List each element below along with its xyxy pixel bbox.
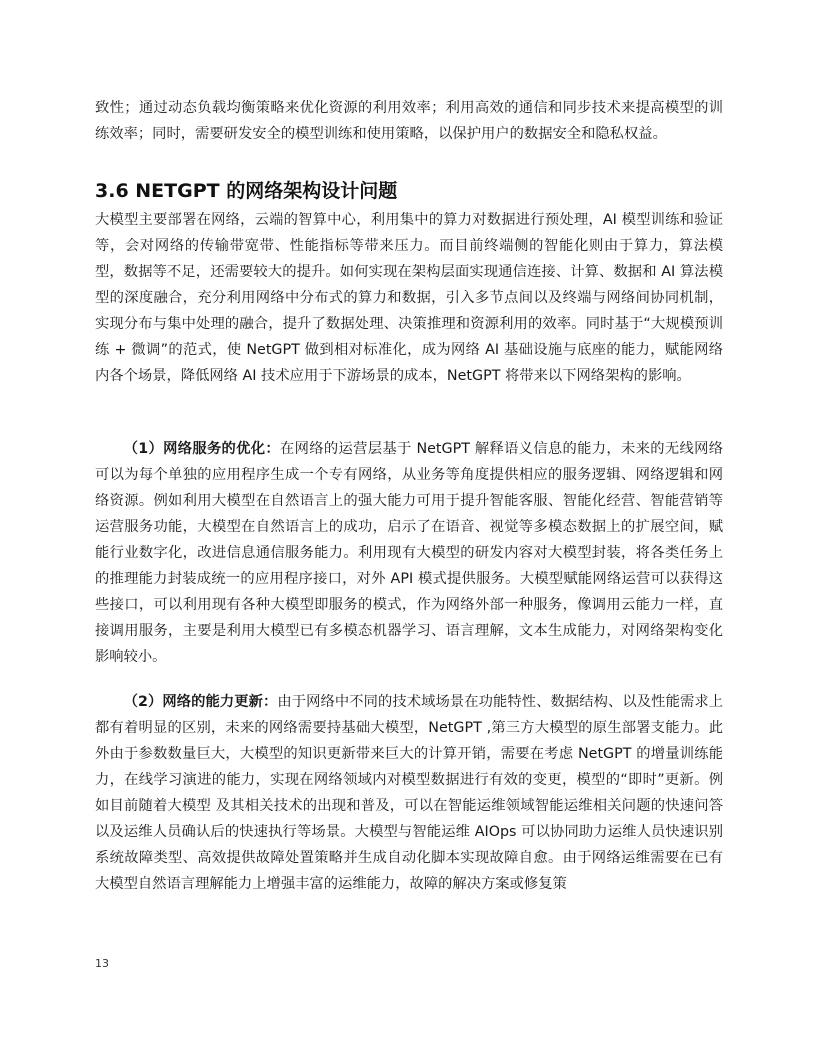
paragraph-continuation: 致性；通过动态负载均衡策略来优化资源的利用效率；利用高效的通信和同步技术来提高模型的训练效率；同时，需要研发安全的模型训练和使用策略，以保护用户的数据安全和隐私权益。 <box>95 100 723 142</box>
item-1-text: 在网络的运营层基于 NetGPT 解释语义信息的能力，未来的无线网络可以为每个单独的应用程序生成一个专有网络，从业务等角度提供相应的服务逻辑、网络逻辑和网络资源。例如利用大模型在自然语言上的强大能力可用于提升智能客服、智能化经营、智能营销等运营服务功能，大模型在自然语言上的成功，启示了在语音、视觉等多模态数据上的扩展空间，赋能行业数字化，改进信息通信服务能力。利用现有大模型的研发内容对大模型封装，将各类任务上的推理能力封装成统一的应用程序接口，对外 API 模式提供服务。大模型赋能网络运营可以获得这些接口，可以利用现有各种大模型即服务的模式，作为网络外部一种服务，像调用云能力一样，直接调用服务，主要是利用大模型已有多模态机器学习、语言理解，文本生成能力，对网络架构变化影响较小。 <box>95 441 723 665</box>
item-2-text: 由于网络中不同的技术域场景在功能特性、数据结构、以及性能需求上都有着明显的区别，未来的网络需要持基础大模型，NetGPT ,第三方大模型的原生部署支能力。此外由于参数数量巨大，大模型的知识更新带来巨大的计算开销，需要在考虑 NetGPT 的增量训练能力，在线学习演进的能力，实现在网络领域内对模型数据进行有效的变更，模型的“即时”更新。例如目前随着大模型 及其相关技术的出现和普及，可以在智能运维领域智能运维相关问题的快速问答以及运维人员确认后的快速执行等场景。大模型与智能运维 AIOps 可以协同助力运维人员快速识别系统故障类型、高效提供故障处置策略并生成自动化脚本实现故障自愈。由于网络运维需要在已有大模型自然语言理解能力上增强丰富的运维能力，故障的解决方案或修复策 <box>95 694 723 892</box>
page-number: 13 <box>95 957 109 970</box>
paragraph-intro: 大模型主要部署在网络，云端的智算中心，利用集中的算力对数据进行预处理，AI 模型训练和验证等，会对网络的传输带宽带、性能指标等带来压力。而目前终端侧的智能化则由于算力，算法模型，数据等不足，还需要较大的提升。如何实现在架构层面实现通信连接、计算、数据和 AI 算法模型的深度融合，充分利用网络中分布式的算力和数据，引入多节点间以及终端与网络间协同机制，实现分布与集中处理的融合，提升了数据处理、决策推理和资源利用的效率。同时基于“大规模预训练 + 微调”的范式，使 NetGPT 做到相对标准化，成为网络 AI 基础设施与底座的能力，赋能网络内各个场景，降低网络 AI 技术应用于下游场景的成本，NetGPT 将带来以下网络架构的影响。 <box>95 212 723 384</box>
paragraph-item-1 <box>95 436 723 670</box>
item-1-lead: （1）网络服务的优化： <box>123 441 281 457</box>
paragraph-item-2 <box>95 689 723 897</box>
section-heading: 3.6 NETGPT 的网络架构设计问题 <box>95 180 398 202</box>
item-2-lead: （2）网络的能力更新： <box>123 694 278 710</box>
